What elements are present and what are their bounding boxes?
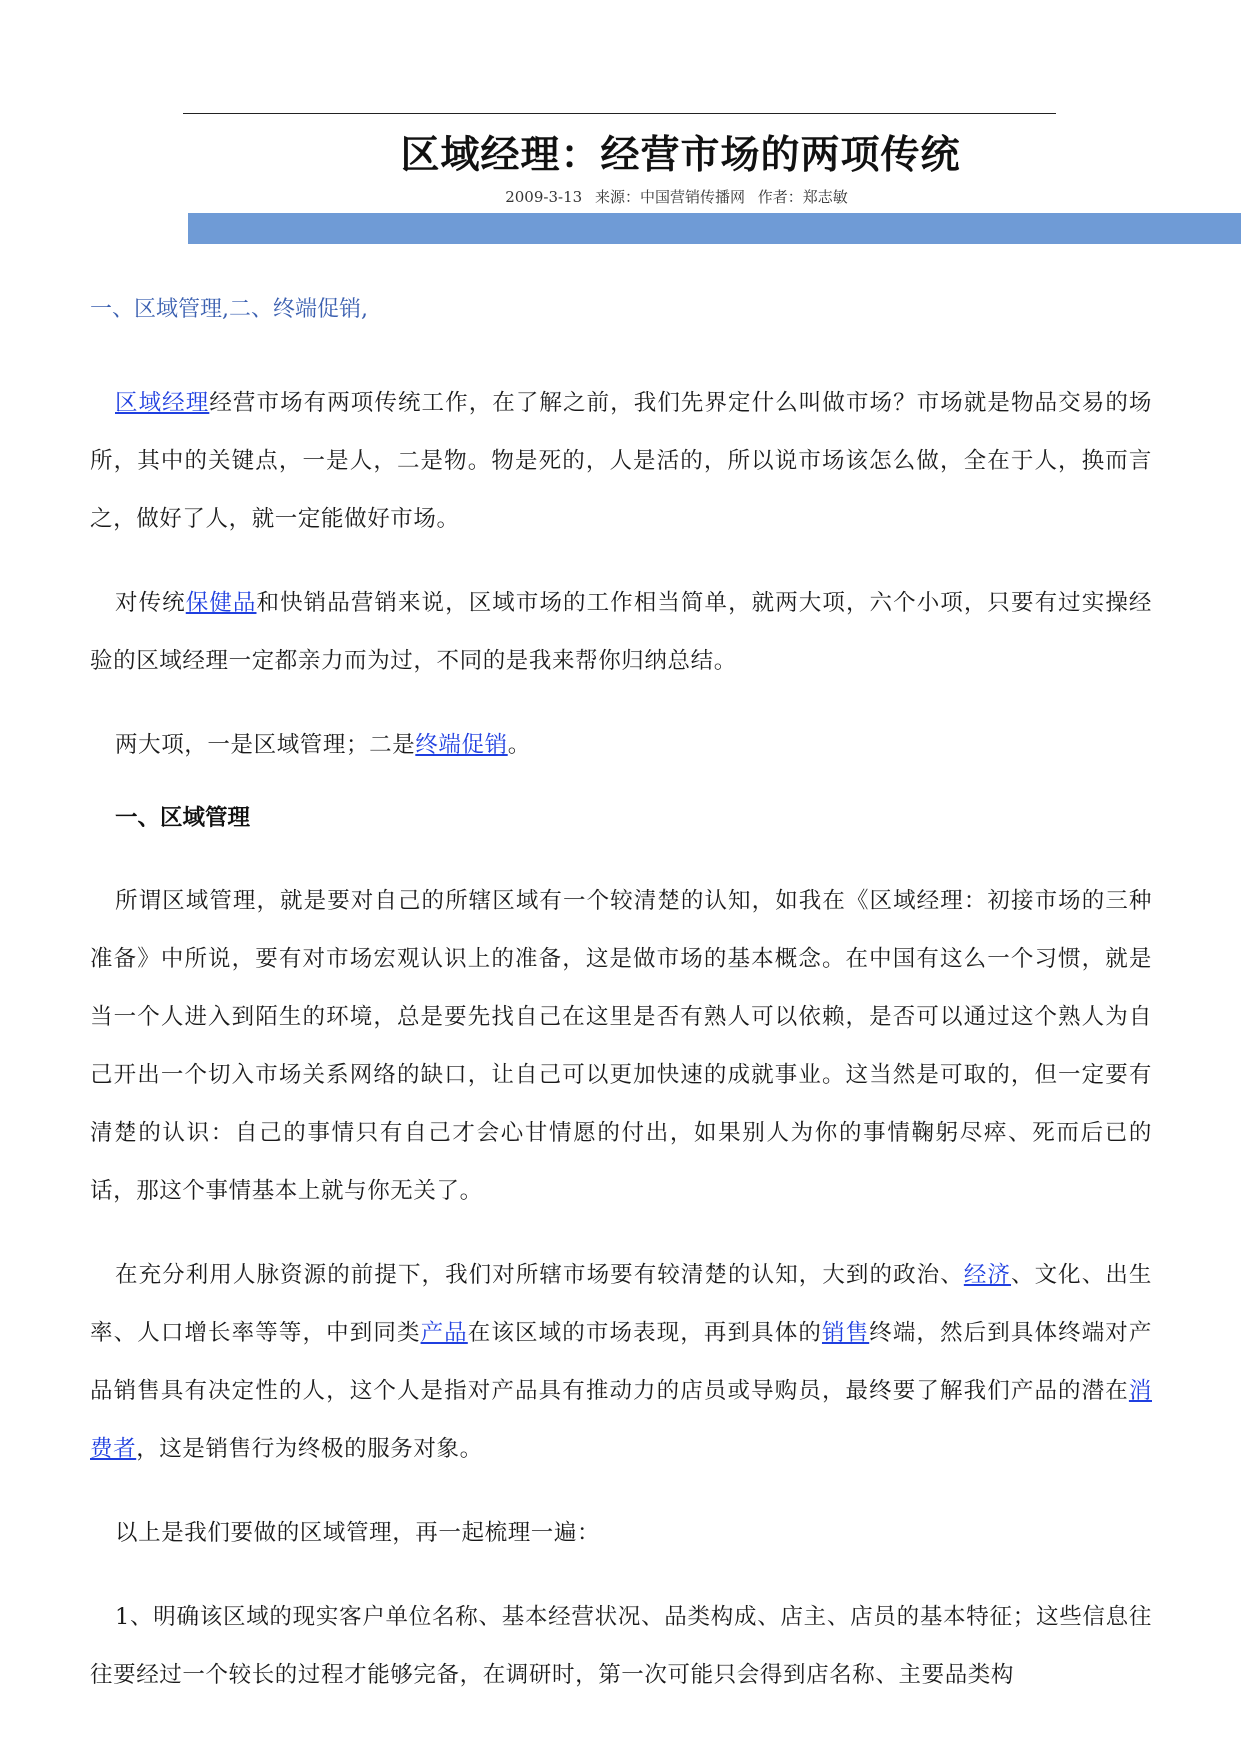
header-color-band [188,213,1241,244]
paragraph-text: 和快销品营销来说，区域市场的工作相当简单，就两大项，六个小项，只要有过实操经验的区域经理一定都亲力而为过，不同的是我来帮你归纳总结。 [90,590,1152,674]
document-title: 区域经理：经营市场的两项传统 [400,132,961,178]
paragraph-text: 、文化、出生率、人口增长率等等，中到同类 [90,1262,1153,1346]
paragraph-text: 经营市场有两项传统工作，在了解之前，我们先界定什么叫做市场？市场就是物品交易的场所，其中的关键点，一是人，二是物。物是死的，人是活的，所以说市场该怎么做，全在于人，换而言之，做好了人，就一定能做好市场。 [90,390,1152,532]
link-economy[interactable]: 经济 [963,1262,1012,1288]
link-consumer[interactable]: 消费者 [90,1378,1152,1462]
header-rule [183,113,1056,114]
paragraph-text: 两大项，一是区域管理；二是 [115,732,416,758]
paragraph-text: 终端，然后到具体终端对产品销售具有决定性的人，这个人是指对产品具有推动力的店员或导购员，最终要了解我们产品的潜在 [90,1320,1153,1404]
paragraph-intro [90,374,1152,548]
paragraph-regional-management: 所谓区域管理，就是要对自己的所辖区域有一个较清楚的认知，如我在《区域经理：初接市场的三种准备》中所说，要有对市场宏观认识上的准备，这是做市场的基本概念。在中国有这么一个习惯，就是当一个人进入到陌生的环境，总是要先找自己在这里是否有熟人可以依赖，是否可以通过这个熟人为自己开出一个切入市场关系网络的缺口，让自己可以更加快速的成就事业。这当然是可取的，但一定要有清楚的认识：自己的事情只有自己才会心甘情愿的付出，如果别人为你的事情鞠躬尽瘁、死而后已的话，那这个事情基本上就与你无关了。 [90,888,1152,1204]
link-sales[interactable]: 销售 [821,1320,870,1346]
article-date: 2009-3-13 [505,188,583,206]
article-body [90,374,1152,1730]
link-regional-manager[interactable]: 区域经理 [115,390,210,416]
article-author: 作者：郑志敏 [757,188,848,206]
link-health-products[interactable]: 保健品 [185,590,257,616]
paragraph-text: 对传统 [115,590,186,616]
paragraph-text: ，这是销售行为终极的服务对象。 [136,1436,483,1462]
article-source: 来源：中国营销传播网 [594,188,745,206]
paragraph-recap: 以上是我们要做的区域管理，再一起梳理一遍： [115,1520,601,1546]
article-meta [0,186,1241,207]
paragraph-item-1: 1、明确该区域的现实客户单位名称、基本经营状况、品类构成、店主、店员的基本特征；这些信息往往要经过一个较长的过程才能够完备，在调研时，第一次可能只会得到店名称、主要品类构 [90,1604,1152,1688]
link-terminal-promotion[interactable]: 终端促销 [415,732,508,758]
paragraph-traditional [90,574,1152,690]
paragraph-market-awareness [90,1246,1152,1478]
link-product[interactable]: 产品 [420,1320,468,1346]
paragraph-text: 。 [507,732,531,758]
summary-line: 一、区域管理,二、终端促销, [90,297,368,322]
paragraph-text: 在该区域的市场表现，再到具体的 [467,1320,822,1346]
paragraph-text: 在充分利用人脉资源的前提下，我们对所辖市场要有较清楚的认知，大到的政治、 [115,1262,964,1288]
section-heading: 一、区域管理 [115,805,251,831]
paragraph-two-items [90,716,1152,774]
